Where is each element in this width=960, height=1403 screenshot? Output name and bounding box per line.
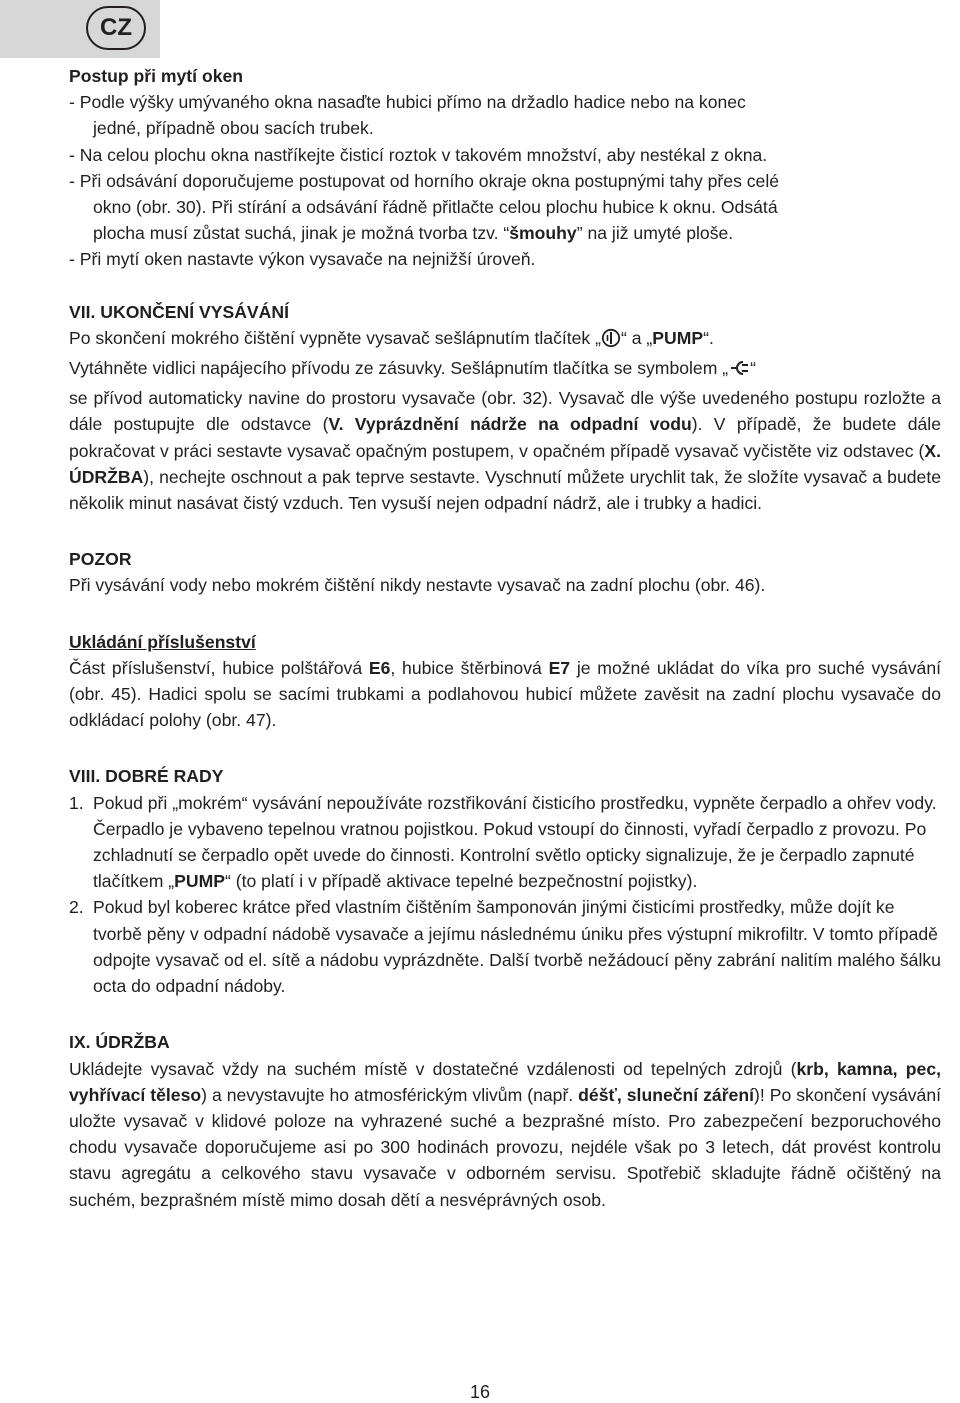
section-reference: V. Vyprázdnění nádrže na odpadní vodu [328, 414, 692, 435]
warning-text: Při vysávání vody nebo mokrém čištění nikdy nestavte vysavač na zadní plochu (obr. 46). [69, 575, 766, 596]
paragraph-text: Pokud při „mokrém“ vysávání nepoužíváte rozstřikování čisticího prostředku, vypněte čerpadlo a ohřev vody. Čerpadlo je vybaveno tepelnou vratnou pojistkou. Pokud vstoupí do činnosti, vyřadí čerpadlo z provozu. Po zchladnutí se čerpadlo opět uvede do činnosti. Kontrolní světlo opticky signalizuje, že je čerpadlo zapnuté tlačítkem „ [93, 792, 937, 892]
washing-line: jedné, případně obou sacích trubek. [93, 118, 374, 139]
cord-rewind-icon [728, 358, 750, 385]
paragraph-text: se přívod automaticky navine do prostoru vysavače (obr. 32). Vysavač dle výše uvedeného postupu rozložte a dále postupujte dle odstavce ( [69, 388, 941, 435]
paragraph-text: “ [750, 358, 756, 379]
paragraph-text: “ (to platí i v případě aktivace tepelné bezpečnostní pojistky). [224, 871, 698, 892]
language-tab [0, 0, 160, 58]
paragraph-text: , hubice štěrbinová [390, 657, 549, 678]
pump-label: PUMP [652, 327, 704, 348]
weather-examples: déšť, sluneční záření [578, 1084, 754, 1105]
maintenance-paragraph [69, 1056, 941, 1213]
accessory-storage-heading: Ukládání příslušenství [69, 631, 256, 652]
paragraph-text: je možné ukládat do víka pro suché vysávání (obr. 45). Hadici spolu se sacími trubkami a podlahovou hubicí můžete zavěsit na zadní plochu vysavače do odkládací polohy (obr. 47). [69, 657, 941, 731]
list-item [69, 790, 941, 895]
paragraph-text: Po skončení mokrého čištění vypněte vysavač sešlápnutím tlačítek „ [69, 327, 601, 348]
washing-line: - Na celou plochu okna nastříkejte čisticí roztok v takovém množství, aby nestékal z okna. [69, 144, 768, 165]
paragraph-text: “ a „ [620, 327, 653, 348]
finish-vacuuming-paragraph [69, 325, 941, 516]
maintenance-section [69, 1029, 941, 1212]
washing-line: okno (obr. 30). Při stírání a odsávání řádně přitlačte celou plochu hubice k oknu. Odsátá [93, 197, 778, 218]
warning-section [69, 546, 941, 598]
washing-line [69, 220, 941, 246]
tips-section [69, 763, 941, 999]
accessory-storage-paragraph [69, 655, 941, 734]
paragraph-text: “. [703, 327, 714, 348]
warning-heading: POZOR [69, 549, 132, 570]
heat-sources: krb, kamna, pec, vyhřívací těleso [69, 1058, 941, 1105]
window-washing-section [69, 63, 941, 273]
page-content [69, 63, 941, 1213]
paragraph-text: )! Po skončení vysávání uložte vysavač v klidové poloze na vyhrazené suché a bezprašné místo. Pro zabezpečení bezporuchového chodu vysavače doporučujeme asi po 300 hodinách provozu, nejdéle však po 3 letech, dát provést kontrolu stavu agregátu a celkového stavu vysavače v odborném servisu. Spotřebič skladujte řádně očištěný na suchém, bezprašném místě mimo dosah dětí a nesvéprávných osob. [69, 1084, 942, 1210]
part-code: E6 [368, 657, 391, 678]
smudge-term: šmouhy [509, 223, 577, 244]
pump-label: PUMP [174, 871, 225, 892]
washing-text: ” na již umyté ploše. [576, 223, 734, 244]
language-badge: CZ [86, 6, 146, 50]
window-washing-heading: Postup při mytí oken [69, 66, 244, 86]
list-number: 1. [69, 792, 84, 813]
tips-heading: VIII. DOBRÉ RADY [69, 766, 224, 787]
part-code: E7 [548, 657, 571, 678]
paragraph-text: Ukládejte vysavač vždy na suchém místě v dostatečné vzdálenosti od tepelných zdrojů ( [69, 1058, 797, 1079]
section-reference: X. ÚDRŽBA [69, 440, 941, 487]
page-number: 16 [469, 1382, 491, 1402]
washing-line: - Při mytí oken nastavte výkon vysavače na nejnižší úroveň. [69, 249, 536, 270]
paragraph-text: Část příslušenství, hubice polštářová [69, 657, 369, 678]
list-item-text: Pokud byl koberec krátce před vlastním čištěním šamponován jinými čisticími prostředky, může dojít ke tvorbě pěny v odpadní nádobě vysavače a jejímu následnému úniku přes výstupní mikrofiltr. V tomto případě odpojte vysavač od el. sítě a nádobu vyprázdněte. Další tvorbě nežádoucí pěny zabrání nalitím malého šálku octa do odpadní nádoby. [93, 897, 941, 997]
maintenance-heading: IX. ÚDRŽBA [69, 1032, 170, 1053]
finish-vacuuming-heading: VII. UKONČENÍ VYSÁVÁNÍ [69, 301, 289, 322]
washing-line: - Při odsávání doporučujeme postupovat od horního okraje okna postupnými tahy přes celé [69, 170, 780, 191]
finish-vacuuming-section [69, 299, 941, 517]
paragraph-text: ), nechejte oschnout a pak teprve sestavte. Vyschnutí můžete urychlit tak, že složíte vysavač a budete několik minut nasávat čistý vzduch. Ten vysuší nejen odpadní nádrž, ale i trubky a hadici. [69, 466, 941, 514]
list-item [69, 894, 941, 999]
washing-text: plocha musí zůstat suchá, jinak je možná tvorba tzv. “ [93, 223, 510, 244]
paragraph-text: Vytáhněte vidlici napájecího přívodu ze zásuvky. Sešlápnutím tlačítka se symbolem „ [69, 358, 729, 379]
paragraph-text: ). V případě, že budete dále pokračovat v práci sestavte vysavač opačným postupem, v opačném případě vysavač vyčistěte viz odstavec ( [69, 414, 942, 461]
power-button-icon [601, 328, 621, 355]
list-item-text [93, 790, 941, 895]
list-number: 2. [69, 897, 84, 918]
washing-line: - Podle výšky umývaného okna nasaďte hubici přímo na držadlo hadice nebo na konec [69, 92, 746, 113]
accessory-storage-section [69, 629, 941, 734]
paragraph-text: ) a nevystavujte ho atmosférickým vlivům (např. [201, 1084, 579, 1105]
